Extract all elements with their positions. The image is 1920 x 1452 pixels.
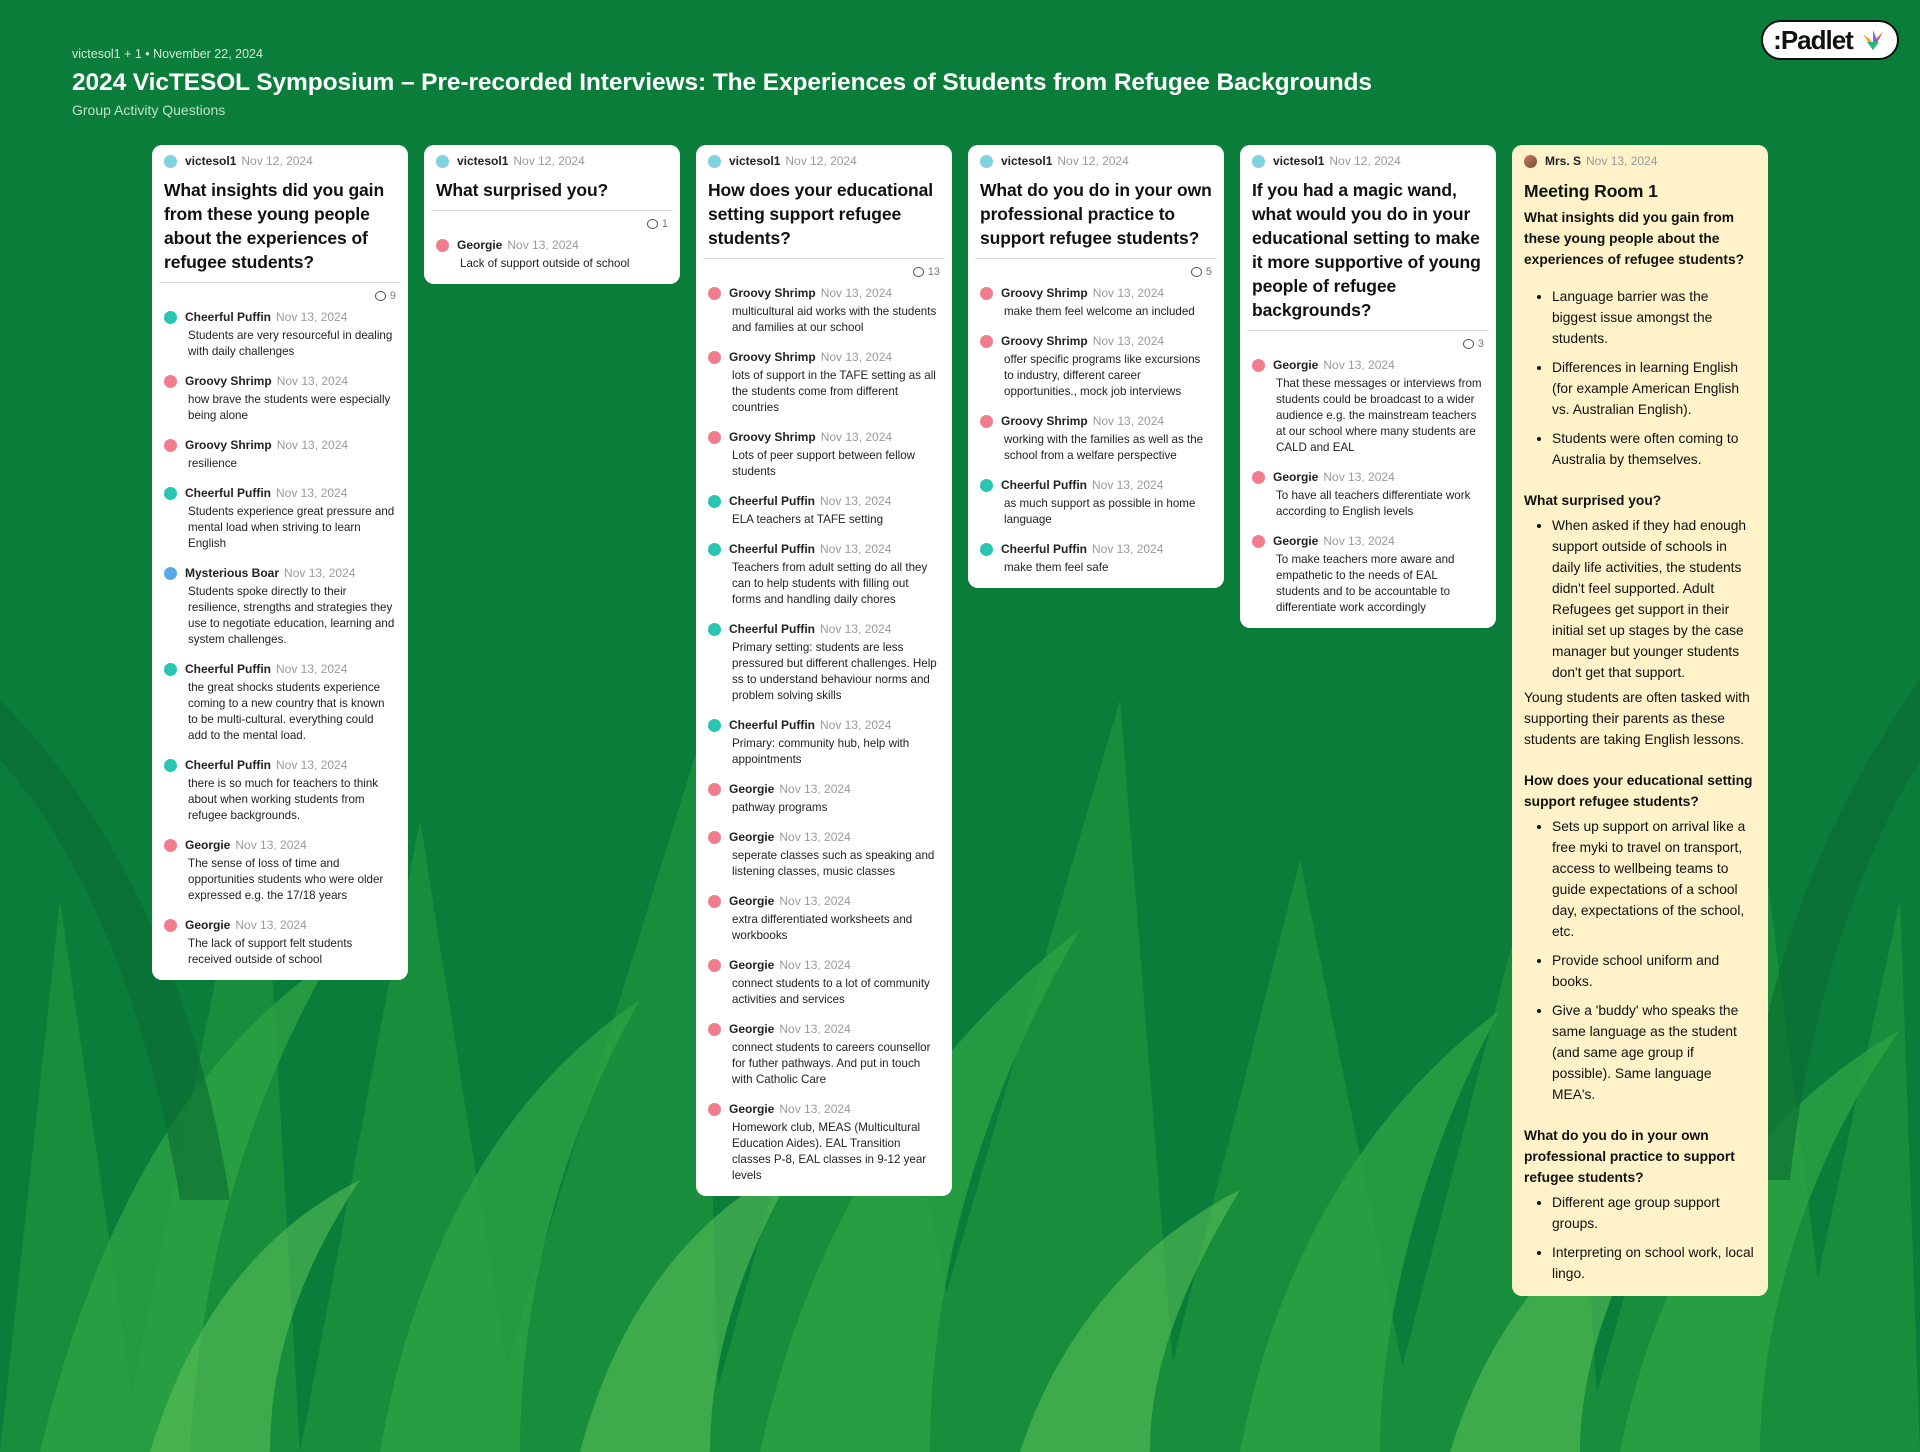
comment-author: Georgie — [729, 1022, 775, 1036]
comment-item[interactable] — [164, 661, 396, 744]
comment-text: Primary setting: students are less pressured but different challenges. Help ss to understand behaviour norms and problem solving skills — [732, 641, 937, 702]
sticky-author-line — [1524, 153, 1756, 169]
user-avatar-icon — [164, 439, 177, 452]
comment-date: Nov 13, 2024 — [820, 718, 892, 732]
comment-count-button[interactable] — [968, 259, 1224, 281]
column-author-line — [436, 153, 668, 169]
comment-item[interactable] — [708, 957, 940, 1008]
comment-author: Cheerful Puffin — [185, 486, 271, 500]
list-item: • When asked if they had enough support outside of schools in daily life activities, the students didn't feel supported. Adult Refugees get support in their initial set up stages by the case manager but younger students don't get that support. — [1552, 515, 1756, 683]
sticky-q2: What surprised you? — [1524, 493, 1662, 508]
user-avatar-icon — [1524, 155, 1537, 168]
comment-text: as much support as possible in home language — [1004, 497, 1196, 526]
comment-date: Nov 13, 2024 — [1092, 478, 1164, 492]
comment-date: Nov 13, 2024 — [284, 566, 356, 580]
comment-item[interactable] — [980, 477, 1212, 528]
comment-author: Cheerful Puffin — [729, 622, 815, 636]
comment-item[interactable] — [980, 541, 1212, 576]
comment-item[interactable] — [980, 285, 1212, 320]
user-avatar-icon — [708, 831, 721, 844]
comment-item[interactable] — [708, 1101, 940, 1184]
comment-text: make them feel safe — [1004, 561, 1109, 574]
comment-author: Georgie — [457, 238, 503, 252]
comment-text: The lack of support felt students received outside of school — [188, 937, 353, 966]
user-avatar-icon — [980, 335, 993, 348]
user-avatar-icon — [708, 495, 721, 508]
user-avatar-icon — [1252, 535, 1265, 548]
comment-bubble-icon — [375, 291, 386, 301]
user-avatar-icon — [708, 895, 721, 908]
comment-author: Cheerful Puffin — [1001, 542, 1087, 556]
comment-count: 3 — [1477, 338, 1484, 350]
comment-item[interactable] — [708, 717, 940, 768]
user-avatar-icon — [980, 543, 993, 556]
comment-bubble-icon — [1191, 267, 1202, 277]
board-meta: victesol1 + 1 • November 22, 2024 — [72, 47, 263, 61]
user-avatar-icon — [708, 543, 721, 556]
comment-item[interactable] — [708, 1021, 940, 1088]
comment-author: Cheerful Puffin — [729, 542, 815, 556]
column-author-line — [980, 153, 1212, 169]
comment-item[interactable] — [708, 541, 940, 608]
comment-date: Nov 13, 2024 — [779, 1022, 851, 1036]
comment-text: To make teachers more aware and empathetic to the needs of EAL students and to be accountable to differentiate work accordingly — [1276, 553, 1455, 614]
comment-count: 9 — [389, 290, 396, 302]
column-author: victesol1 — [457, 154, 509, 168]
sticky-q3-list — [1524, 816, 1756, 1105]
comment-text: To have all teachers differentiate work according to English levels — [1276, 489, 1471, 518]
comment-item[interactable] — [708, 429, 940, 480]
user-avatar-icon — [164, 311, 177, 324]
comment-date: Nov 13, 2024 — [276, 662, 348, 676]
user-avatar-icon — [1252, 471, 1265, 484]
victesol-avatar-icon — [980, 155, 993, 168]
column-date: Nov 12, 2024 — [1329, 154, 1401, 168]
comment-text: there is so much for teachers to think about when working students from refugee backgrounds. — [188, 777, 379, 822]
comment-author: Groovy Shrimp — [729, 286, 816, 300]
comment-author: Georgie — [185, 918, 231, 932]
list-item: • Students were often coming to Australia by themselves. — [1552, 428, 1756, 470]
column-author: victesol1 — [729, 154, 781, 168]
comment-author: Cheerful Puffin — [729, 494, 815, 508]
board-title: 2024 VicTESOL Symposium – Pre-recorded Interviews: The Experiences of Students from Refugee Backgrounds — [72, 69, 1372, 96]
comment-item[interactable] — [980, 333, 1212, 400]
user-avatar-icon — [708, 431, 721, 444]
padlet-logo-text: :Padlet — [1773, 24, 1853, 55]
comment-text: connect students to a lot of community activities and services — [732, 977, 930, 1006]
comment-author: Georgie — [1273, 470, 1319, 484]
comment-author: Cheerful Puffin — [1001, 478, 1087, 492]
user-avatar-icon — [164, 919, 177, 932]
victesol-avatar-icon — [1252, 155, 1265, 168]
comment-text: make them feel welcome an included — [1004, 305, 1195, 318]
comment-item[interactable] — [708, 349, 940, 416]
comment-item[interactable] — [708, 621, 940, 704]
list-item: • Provide school uniform and books. — [1552, 950, 1756, 992]
comment-text: the great shocks students experience coming to a new country that is known to be multi-cultural. everything could add to the mental load. — [188, 681, 385, 742]
column-date: Nov 12, 2024 — [513, 154, 585, 168]
sticky-q2-list — [1524, 515, 1756, 683]
comment-date: Nov 13, 2024 — [1092, 542, 1164, 556]
comment-text: That these messages or interviews from students could be broadcast to a wider audience e.g. the mainstream teachers at our school where many students are CALD and EAL — [1276, 377, 1482, 454]
comment-author: Georgie — [729, 1102, 775, 1116]
comment-author: Georgie — [729, 894, 775, 908]
column-educational-setting[interactable] — [696, 145, 952, 1196]
comment-item[interactable] — [708, 285, 940, 336]
comment-text: working with the families as well as the school from a welfare perspective — [1004, 433, 1204, 462]
comment-text: multicultural aid works with the students and families at our school — [732, 305, 937, 334]
comment-author: Groovy Shrimp — [729, 350, 816, 364]
comment-item[interactable] — [164, 373, 396, 424]
list-item: • Interpreting on school work, local lingo. — [1552, 1242, 1756, 1284]
comment-bubble-icon — [913, 267, 924, 277]
column-question-title: If you had a magic wand, what would you do in your educational setting to make it more supportive of young people of refugee backgrounds? — [1252, 180, 1481, 320]
column-author: victesol1 — [1273, 154, 1325, 168]
column-author: victesol1 — [1001, 154, 1053, 168]
user-avatar-icon — [164, 375, 177, 388]
column-author-line — [708, 153, 940, 169]
comment-text: Students are very resourceful in dealing with daily challenges — [188, 329, 393, 358]
user-avatar-icon — [708, 1103, 721, 1116]
comment-author: Groovy Shrimp — [185, 374, 272, 388]
list-item: • Language barrier was the biggest issue amongst the students. — [1552, 286, 1756, 349]
comment-date: Nov 13, 2024 — [1323, 358, 1395, 372]
comment-item[interactable] — [436, 237, 668, 272]
column-question-title: What insights did you gain from these young people about the experiences of refugee students? — [164, 180, 385, 272]
comment-count: 13 — [927, 266, 940, 278]
comment-date: Nov 13, 2024 — [1092, 334, 1165, 348]
comment-item[interactable] — [708, 493, 940, 528]
victesol-avatar-icon — [708, 155, 721, 168]
comment-author: Groovy Shrimp — [185, 438, 272, 452]
comment-text: offer specific programs like excursions to industry, different career opportunities., mock job interviews — [1004, 353, 1201, 398]
comment-item[interactable] — [1252, 469, 1484, 520]
user-avatar-icon — [708, 719, 721, 732]
comment-count-button[interactable] — [1240, 331, 1496, 353]
comment-text: lots of support in the TAFE setting as all the students come from different countries — [732, 369, 936, 414]
board-subtitle: Group Activity Questions — [72, 102, 226, 118]
comment-item[interactable] — [708, 893, 940, 944]
comment-item[interactable] — [164, 437, 396, 472]
column-date: Nov 12, 2024 — [241, 154, 313, 168]
user-avatar-icon — [436, 239, 449, 252]
comment-text: extra differentiated worksheets and workbooks — [732, 913, 913, 942]
comment-date: Nov 13, 2024 — [1092, 414, 1165, 428]
comment-text: Students experience great pressure and mental load when striving to learn English — [188, 505, 395, 550]
comment-date: Nov 13, 2024 — [820, 430, 893, 444]
comment-text: Homework club, MEAS (Multicultural Education Aides). EAL Transition classes P-8, EAL classes in 9-12 year levels — [732, 1121, 927, 1182]
list-item: • Different age group support groups. — [1552, 1192, 1756, 1234]
column-author: victesol1 — [185, 154, 237, 168]
padlet-bird-icon — [1859, 28, 1887, 52]
comment-item[interactable] — [708, 829, 940, 880]
comment-list — [968, 281, 1224, 576]
comment-date: Nov 13, 2024 — [235, 838, 307, 852]
comment-list — [424, 233, 680, 272]
comment-text: Teachers from adult setting do all they can to help students with filling out forms and handling daily chores — [732, 561, 928, 606]
comment-item[interactable] — [164, 485, 396, 552]
user-avatar-icon — [708, 1023, 721, 1036]
comment-author: Groovy Shrimp — [729, 430, 816, 444]
comment-author: Georgie — [729, 958, 775, 972]
comment-date: Nov 13, 2024 — [779, 1102, 851, 1116]
column-professional-practice[interactable] — [968, 145, 1224, 588]
comment-count-button[interactable] — [696, 259, 952, 281]
comment-date: Nov 13, 2024 — [779, 782, 851, 796]
user-avatar-icon — [980, 479, 993, 492]
comment-text: how brave the students were especially being alone — [188, 393, 391, 422]
comment-list — [1240, 353, 1496, 616]
comment-text: connect students to careers counsellor for futher pathways. And put in touch with Catholic Care — [732, 1041, 931, 1086]
comment-date: Nov 13, 2024 — [779, 830, 851, 844]
comment-text: ELA teachers at TAFE setting — [732, 513, 884, 526]
user-avatar-icon — [164, 487, 177, 500]
user-avatar-icon — [708, 783, 721, 796]
user-avatar-icon — [164, 839, 177, 852]
comment-text: Students spoke directly to their resilience, strengths and strategies they use to negotiate education, learning and system challenges. — [188, 585, 395, 646]
comment-count-button[interactable] — [152, 283, 408, 305]
list-item: • Sets up support on arrival like a free myki to travel on transport, access to wellbeing teams to guide expectations of a school day, expectations of the school, etc. — [1552, 816, 1756, 942]
comment-text: pathway programs — [732, 801, 828, 814]
comment-date: Nov 13, 2024 — [507, 238, 579, 252]
sticky-meeting-room-1[interactable] — [1512, 145, 1768, 1296]
comment-item[interactable] — [164, 757, 396, 824]
column-date: Nov 12, 2024 — [1057, 154, 1129, 168]
comment-text: Lack of support outside of school — [460, 257, 630, 270]
comment-date: Nov 13, 2024 — [1323, 470, 1395, 484]
sticky-q2-paragraph: Young students are often tasked with supporting their parents as these students are taking English lessons. — [1524, 690, 1750, 747]
comment-item[interactable] — [1252, 533, 1484, 616]
comment-item[interactable] — [708, 781, 940, 816]
comment-author: Cheerful Puffin — [185, 662, 271, 676]
comment-text: resilience — [188, 457, 237, 470]
comment-date: Nov 13, 2024 — [820, 286, 893, 300]
comment-item[interactable] — [164, 917, 396, 968]
comment-item[interactable] — [164, 837, 396, 904]
comment-author: Georgie — [185, 838, 231, 852]
comment-text: The sense of loss of time and opportunities students who were older expressed e.g. the 17/18 years — [188, 857, 384, 902]
comment-author: Groovy Shrimp — [1001, 414, 1088, 428]
user-avatar-icon — [980, 287, 993, 300]
comment-date: Nov 13, 2024 — [820, 350, 893, 364]
comment-author: Cheerful Puffin — [185, 310, 271, 324]
comment-author: Georgie — [1273, 534, 1319, 548]
padlet-logo[interactable] — [1761, 20, 1899, 60]
comment-date: Nov 13, 2024 — [820, 542, 892, 556]
comment-date: Nov 13, 2024 — [276, 374, 349, 388]
user-avatar-icon — [708, 623, 721, 636]
comment-count: 5 — [1205, 266, 1212, 278]
sticky-q1: What insights did you gain from these young people about the experiences of refugee students? — [1524, 210, 1745, 267]
list-item: • Give a 'buddy' who speaks the same language as the student (and same age group if possible). Same language MEA's. — [1552, 1000, 1756, 1105]
victesol-avatar-icon — [436, 155, 449, 168]
comment-bubble-icon — [1463, 339, 1474, 349]
comment-date: Nov 13, 2024 — [779, 894, 851, 908]
column-insights[interactable] — [152, 145, 408, 980]
comment-date: Nov 13, 2024 — [779, 958, 851, 972]
comment-author: Georgie — [729, 830, 775, 844]
sticky-q3: How does your educational setting support refugee students? — [1524, 773, 1753, 809]
comment-date: Nov 13, 2024 — [276, 310, 348, 324]
column-question-title: What surprised you? — [436, 180, 609, 200]
comment-item[interactable] — [164, 309, 396, 360]
comment-date: Nov 13, 2024 — [1323, 534, 1395, 548]
comment-author: Groovy Shrimp — [1001, 286, 1088, 300]
comment-author: Georgie — [729, 782, 775, 796]
comment-text: seperate classes such as speaking and listening classes, music classes — [732, 849, 935, 878]
user-avatar-icon — [708, 351, 721, 364]
sticky-author: Mrs. S — [1545, 154, 1582, 168]
comment-list — [152, 305, 408, 968]
user-avatar-icon — [708, 959, 721, 972]
user-avatar-icon — [164, 567, 177, 580]
comment-author: Cheerful Puffin — [185, 758, 271, 772]
board-header — [72, 47, 1372, 118]
comment-list — [696, 281, 952, 1184]
comment-date: Nov 13, 2024 — [276, 438, 349, 452]
comment-author: Groovy Shrimp — [1001, 334, 1088, 348]
column-surprised[interactable] — [424, 145, 680, 284]
comment-text: Lots of peer support between fellow students — [732, 449, 916, 478]
column-author-line — [164, 153, 396, 169]
comment-author: Georgie — [1273, 358, 1319, 372]
comment-date: Nov 13, 2024 — [276, 758, 348, 772]
user-avatar-icon — [980, 415, 993, 428]
sticky-q1-list — [1524, 286, 1756, 470]
comment-author: Cheerful Puffin — [729, 718, 815, 732]
user-avatar-icon — [708, 287, 721, 300]
sticky-q4: What do you do in your own professional practice to support refugee students? — [1524, 1128, 1735, 1185]
user-avatar-icon — [164, 759, 177, 772]
column-date: Nov 12, 2024 — [785, 154, 857, 168]
comment-date: Nov 13, 2024 — [820, 494, 892, 508]
user-avatar-icon — [1252, 359, 1265, 372]
comment-count-button[interactable] — [424, 211, 680, 233]
sticky-date: Nov 13, 2024 — [1586, 154, 1658, 168]
comment-date: Nov 13, 2024 — [276, 486, 348, 500]
comment-count: 1 — [661, 218, 668, 230]
column-author-line — [1252, 153, 1484, 169]
comment-item[interactable] — [1252, 357, 1484, 456]
sticky-q4-list — [1524, 1192, 1756, 1284]
column-question-title: What do you do in your own professional practice to support refugee students? — [980, 180, 1212, 248]
comment-author: Mysterious Boar — [185, 566, 280, 580]
comment-date: Nov 13, 2024 — [1092, 286, 1165, 300]
comment-text: Primary: community hub, help with appointments — [732, 737, 910, 766]
sticky-title: Meeting Room 1 — [1524, 181, 1658, 201]
user-avatar-icon — [164, 663, 177, 676]
comment-item[interactable] — [980, 413, 1212, 464]
comment-bubble-icon — [647, 219, 658, 229]
comment-date: Nov 13, 2024 — [235, 918, 307, 932]
list-item: • Differences in learning English (for example American English vs. Australian English). — [1552, 357, 1756, 420]
victesol-avatar-icon — [164, 155, 177, 168]
column-question-title: How does your educational setting support refugee students? — [708, 180, 934, 248]
comment-date: Nov 13, 2024 — [820, 622, 892, 636]
comment-item[interactable] — [164, 565, 396, 648]
column-magic-wand[interactable] — [1240, 145, 1496, 628]
